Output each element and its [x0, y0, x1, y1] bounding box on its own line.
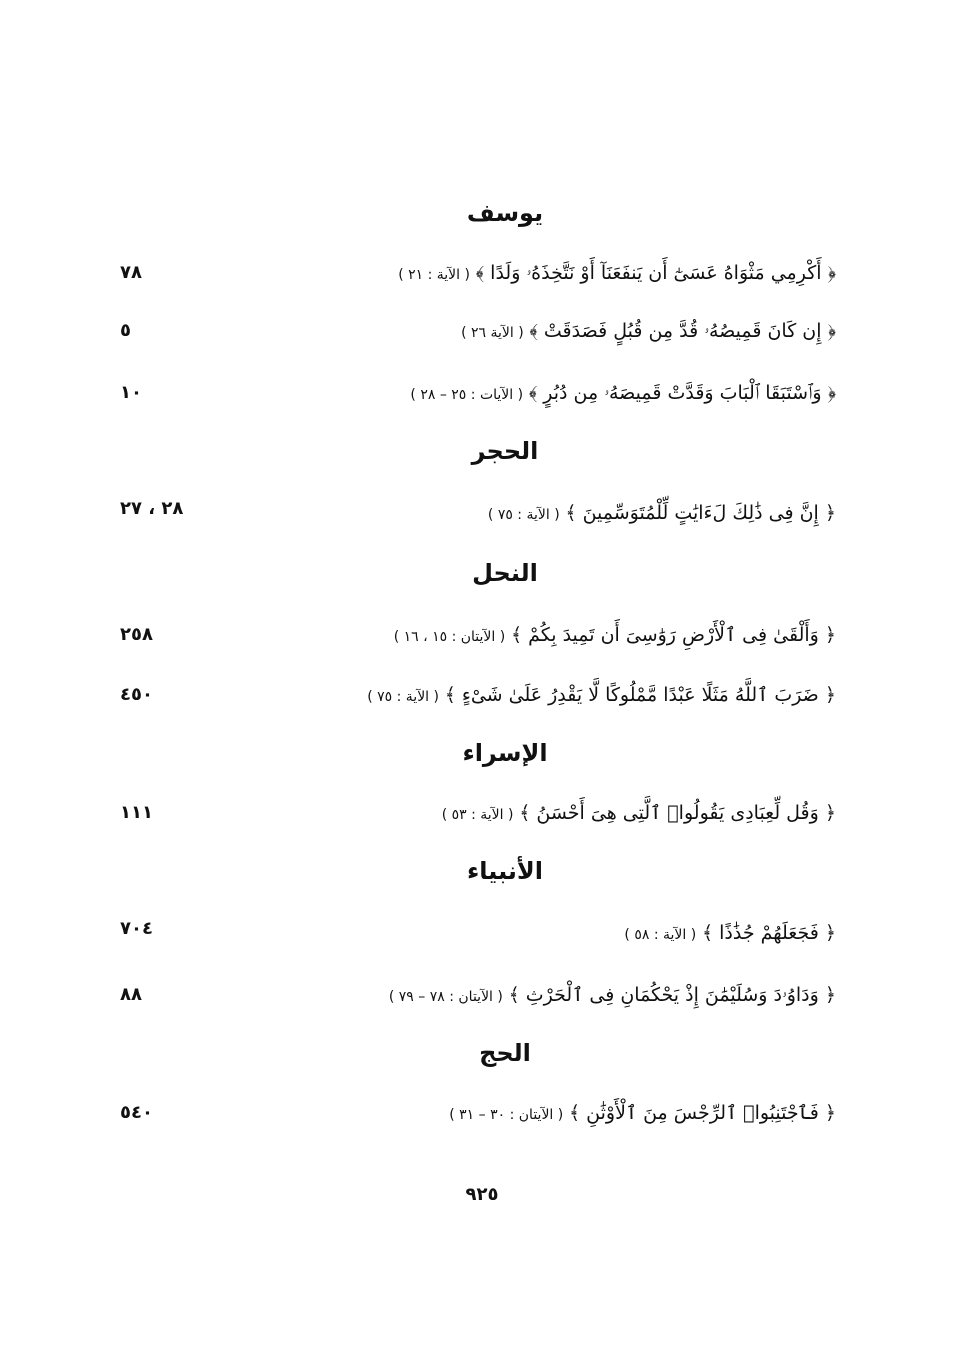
page-reference: ٢٥٨ [120, 624, 153, 645]
section-heading-al-anbiya: الأنبياء [467, 857, 543, 885]
verse-text: ﴿ وَٱسْتَبَقَا ٱلْبَابَ وَقَدَّتْ قَمِيصَهُۥ مِن دُبُرٍ ﴾ [528, 382, 836, 404]
verse-entry [316, 1098, 836, 1130]
verse-entry [316, 378, 836, 410]
verse-reference: ( الآيات : ٢٥ – ٢٨ ) [410, 387, 524, 403]
verse-text: ﴿ وَدَاوُۥدَ وَسُلَيْمَٰنَ إِذْ يَحْكُمَانِ فِى ٱلْحَرْثِ ﴾ [508, 984, 836, 1006]
verse-reference: ( الآية ٢٦ ) [461, 325, 524, 341]
section-heading-yusuf: يوسف [466, 199, 544, 227]
verse-reference: ( الآية : ٥٣ ) [441, 807, 514, 823]
section-heading-al-isra: الإسراء [462, 739, 548, 767]
verse-text: ﴿ إِن كَانَ قَمِيصُهُۥ قُدَّ مِن قُبُلٍ فَصَدَقَتْ ﴾ [529, 320, 836, 342]
verse-reference: ( الآية : ٥٨ ) [624, 927, 697, 943]
footer-page-number: ٩٢٥ [465, 1184, 499, 1205]
page-reference: ٥ [120, 320, 131, 341]
section-heading-al-hijr: الحجر [471, 437, 539, 465]
page-reference: ٥٤٠ [120, 1102, 153, 1123]
verse-entry [316, 680, 836, 712]
verse-entry [316, 498, 836, 530]
verse-text: ﴿ فَجَعَلَهُمْ جُذَٰذًا ﴾ [701, 922, 836, 944]
verse-reference: ( الآية : ٧٥ ) [487, 507, 560, 523]
verse-text: ﴿ فَٱجْتَنِبُوا۟ ٱلرِّجْسَ مِنَ ٱلْأَوْثَٰنِ ﴾ [568, 1102, 836, 1124]
verse-reference: ( الآيتان : ٧٨ – ٧٩ ) [388, 989, 503, 1005]
section-heading-al-hajj: الحج [479, 1039, 531, 1067]
page-reference: ٢٨ ، ٢٧ [120, 498, 184, 519]
verse-text: ﴿ وَقُل لِّعِبَادِى يَقُولُوا۟ ٱلَّتِى هِىَ أَحْسَنُ ﴾ [519, 802, 836, 824]
page-reference: ٤٥٠ [120, 684, 153, 705]
verse-reference: ( الآيتان : ١٥ ، ١٦ ) [393, 629, 506, 645]
page-reference: ١١١ [120, 802, 153, 823]
verse-entry [316, 980, 836, 1012]
verse-text: ﴿ إِنَّ فِى ذَٰلِكَ لَءَايَٰتٍ لِّلْمُتَوَسِّمِينَ ﴾ [565, 502, 836, 524]
verse-text: ﴿ أَكْرِمِي مَثْوَاهُ عَسَىٰٓ أَن يَنفَعَنَآ أَوْ نَتَّخِذَهُۥ وَلَدًا ﴾ [475, 262, 836, 284]
verse-entry [316, 316, 836, 348]
verse-reference: ( الآية : ٢١ ) [398, 267, 470, 283]
verse-reference: ( الآيتان : ٣٠ – ٣١ ) [449, 1107, 564, 1123]
verse-reference: ( الآية : ٧٥ ) [367, 689, 439, 705]
verse-text: ﴿ وَأَلْقَىٰ فِى ٱلْأَرْضِ رَوَٰسِىَ أَن تَمِيدَ بِكُمْ ﴾ [510, 624, 836, 646]
verse-entry [316, 798, 836, 830]
page-reference: ١٠ [120, 382, 142, 403]
page-reference: ٧٨ [120, 262, 142, 283]
page-reference: ٧٠٤ [120, 918, 153, 939]
verse-entry [316, 918, 836, 950]
section-heading-an-nahl: النحل [472, 559, 538, 587]
page-reference: ٨٨ [120, 984, 142, 1005]
verse-entry [316, 258, 836, 290]
verse-text: ﴿ ضَرَبَ ٱللَّهُ مَثَلًا عَبْدًا مَّمْلُوكًا لَّا يَقْدِرُ عَلَىٰ شَىْءٍ ﴾ [444, 684, 836, 706]
verse-entry [316, 620, 836, 652]
